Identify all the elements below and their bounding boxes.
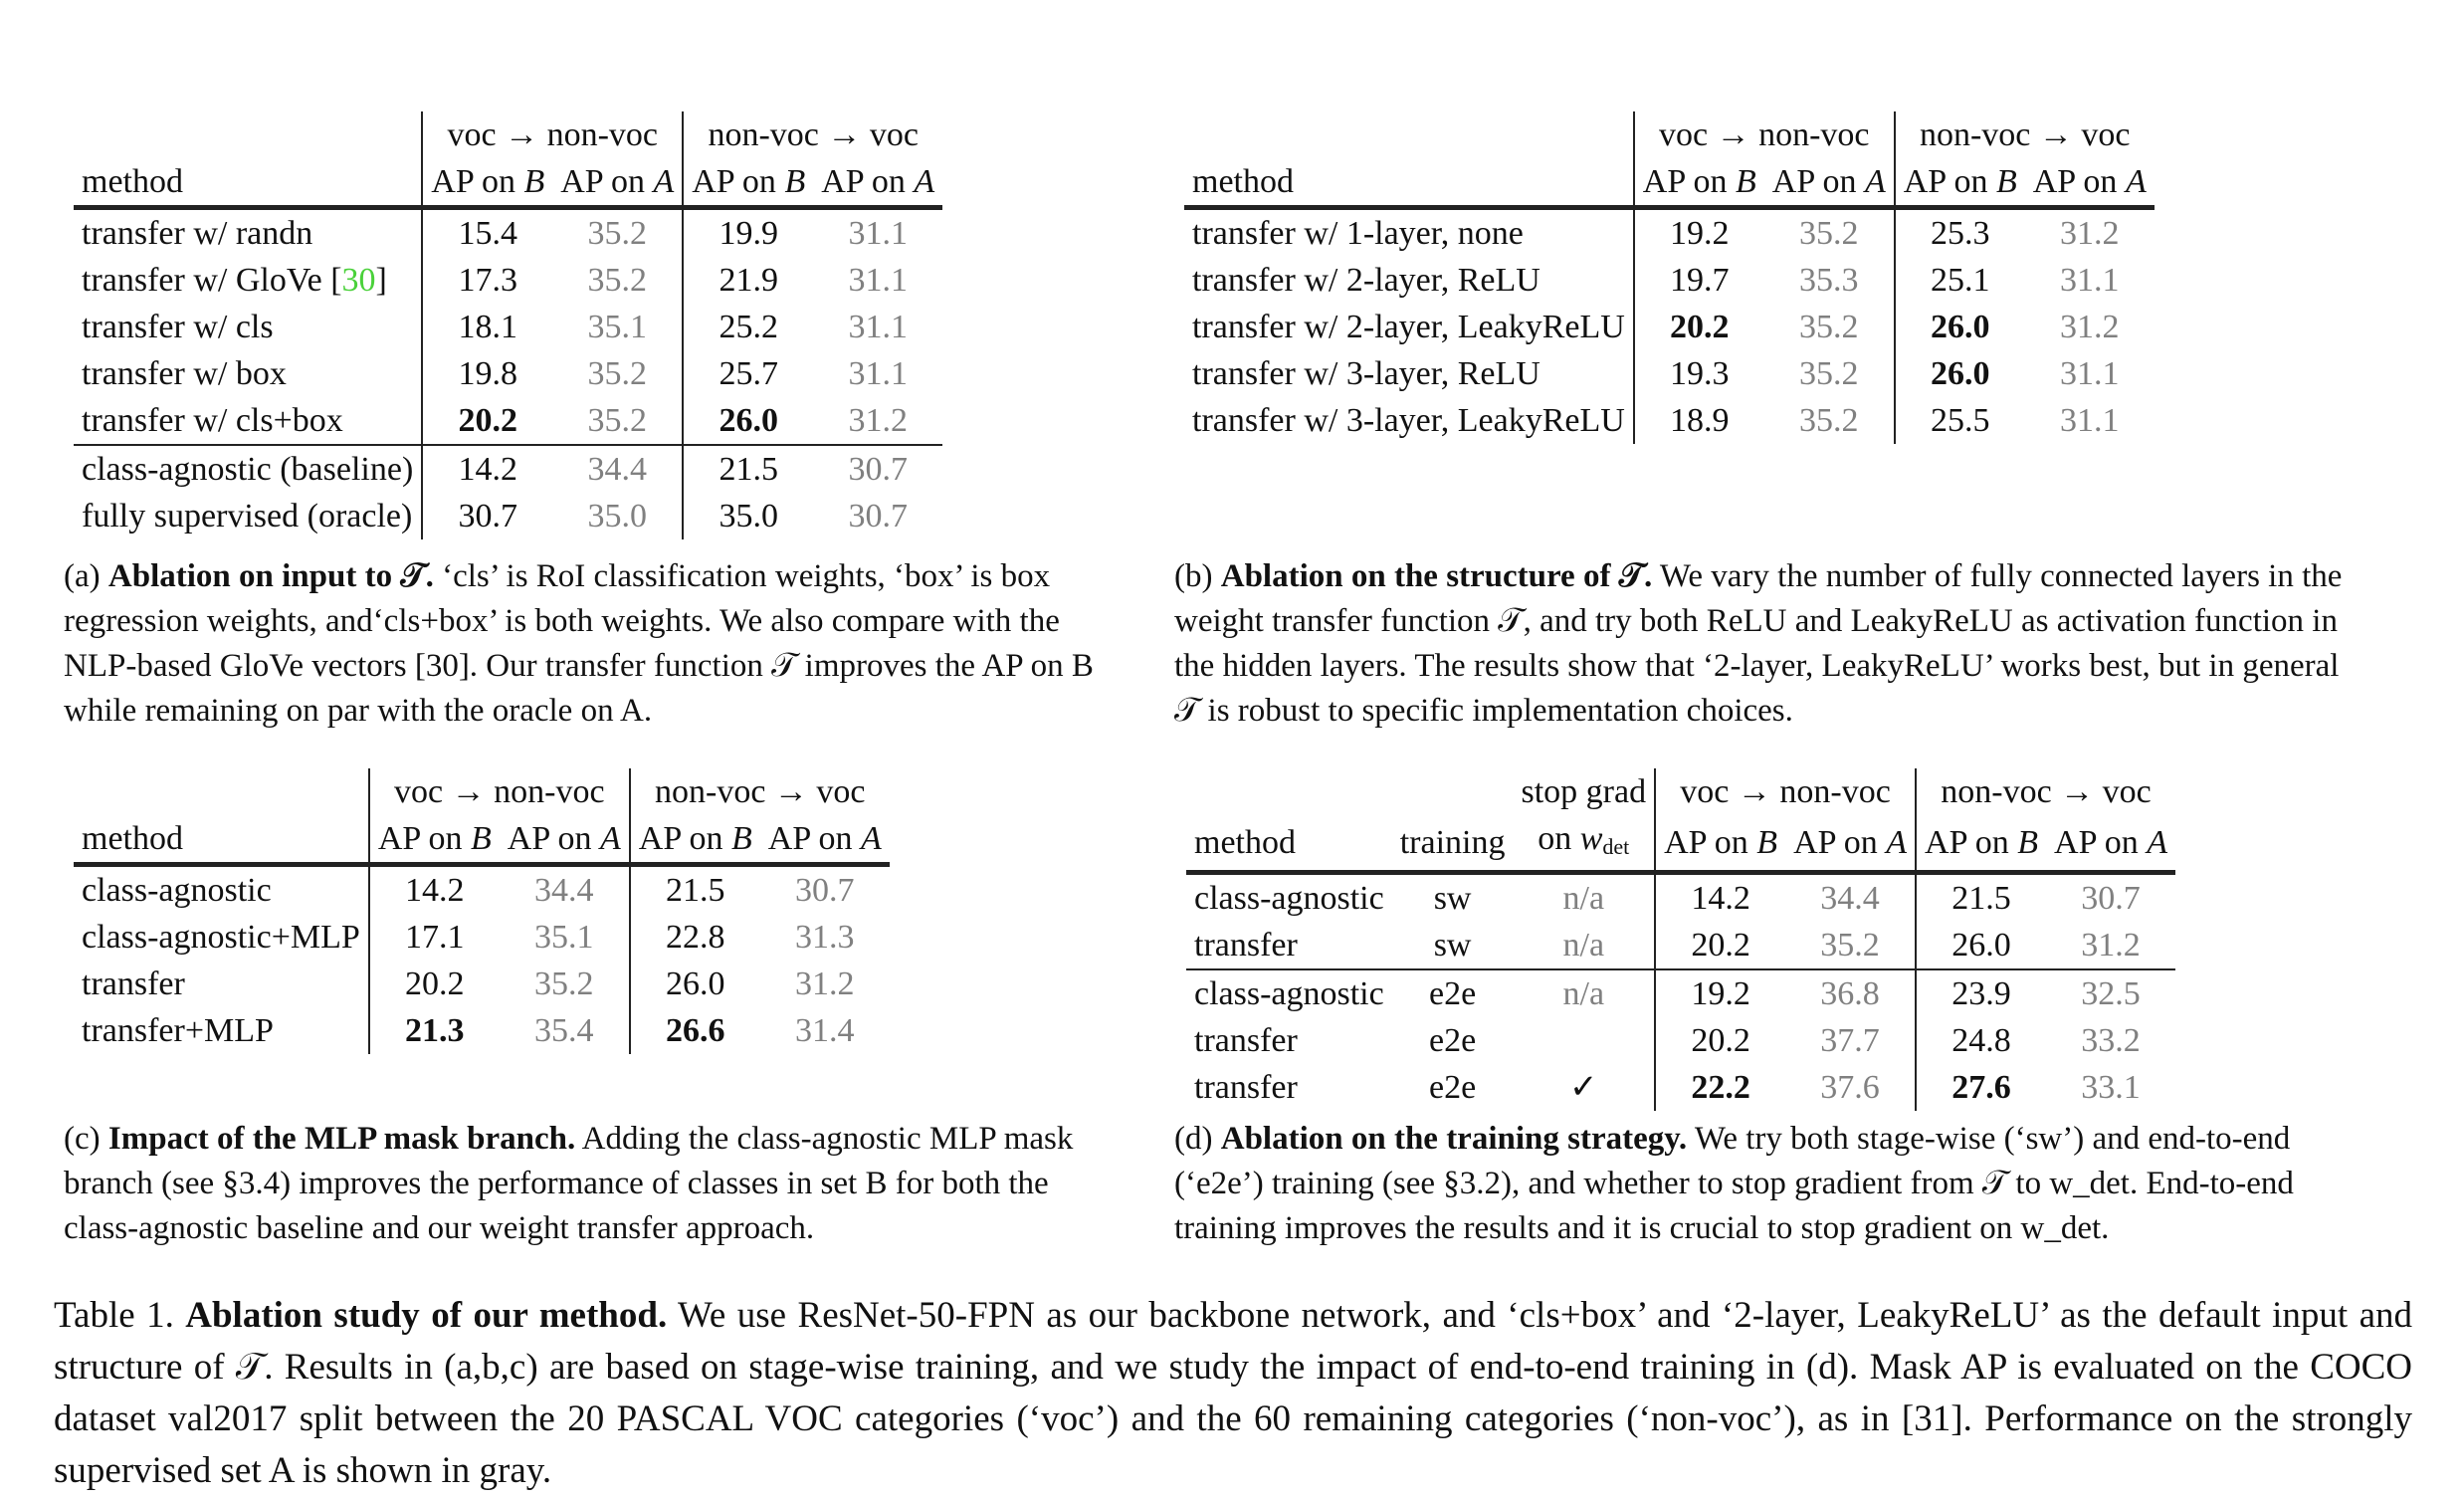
caption-b: (b) Ablation on the structure of 𝒯. We vary the number of fully connected layers in the weight transfer function 𝒯, and try both ReLU and LeakyReLU as activation function in the hidden layers. The results show that ‘2-layer, LeakyReLU’ works best, but in general 𝒯 is robust to specific implementation choices. <box>1174 558 2343 729</box>
table-row: transfer w/ 1-layer, none 19.2 35.2 25.3 31.2 <box>1184 208 2155 258</box>
table-row: transfer w/ 2-layer, LeakyReLU 20.2 35.2 26.0 31.2 <box>1184 304 2155 350</box>
main-caption: Table 1. Ablation study of our method. We use ResNet-50-FPN as our backbone network, and ‘cls+box’ and ‘2-layer, LeakyReLU’ as the default input and structure of 𝒯. Results in (a,b,c) are based on stage-wise training, and we study the impact of end-to-end training in (d). Mask AP is evaluated on the COCO dataset val2017 split between the 20 PASCAL VOC categories (‘voc’) and the 60 remaining categories (‘non-voc’), as in [31]. Performance on the strongly supervised set A is shown in gray. <box>54 1295 2412 1491</box>
column-header: AP on B <box>1895 158 2025 208</box>
table-a <box>74 111 942 539</box>
table-row: class-agnostic 14.2 34.4 21.5 30.7 <box>74 865 890 915</box>
table-row: class-agnostic e2e n/a 19.2 36.8 23.9 32.5 <box>1186 969 2175 1017</box>
table-row: transfer+MLP 21.3 35.4 26.6 31.4 <box>74 1007 890 1054</box>
group-header: voc → non-voc <box>1634 111 1895 158</box>
column-header: AP on A <box>2054 824 2168 861</box>
table-row: transfer w/ box 19.8 35.2 25.7 31.1 <box>74 350 942 397</box>
group-header: non-voc → voc <box>1895 111 2155 158</box>
table-row: transfer w/ 3-layer, ReLU 19.3 35.2 26.0 31.1 <box>1184 350 2155 397</box>
table-row: transfer sw n/a 20.2 35.2 26.0 31.2 <box>1186 922 2175 969</box>
column-header: method <box>82 163 183 200</box>
table-row: class-agnostic+MLP 17.1 35.1 22.8 31.3 <box>74 914 890 961</box>
table-row: transfer w/ 3-layer, LeakyReLU 18.9 35.2 25.5 31.1 <box>1184 397 2155 444</box>
table-d <box>1186 768 2175 1111</box>
table-row: transfer 20.2 35.2 26.0 31.2 <box>74 961 890 1007</box>
caption-c: (c) Impact of the MLP mask branch. Adding the class-agnostic MLP mask branch (see §3.4) improves the performance of classes in set B for both the class-agnostic baseline and our weight transfer approach. <box>64 1121 1074 1246</box>
group-header: voc → non-voc <box>422 111 683 158</box>
column-header: method <box>1194 824 1296 861</box>
table-b <box>1184 111 2155 444</box>
column-header: method <box>82 820 183 857</box>
group-header: voc → non-voc <box>369 768 630 815</box>
column-header: AP on B <box>683 158 813 208</box>
table-row: class-agnostic (baseline) 14.2 34.4 21.5 30.7 <box>74 445 942 493</box>
group-header: non-voc → voc <box>1916 768 2175 815</box>
column-header: AP on A <box>560 163 675 200</box>
column-header: AP on A <box>1793 824 1908 861</box>
column-header: AP on A <box>821 163 935 200</box>
column-header: AP on B <box>630 815 760 865</box>
column-header: on $w_{det}$ <box>1538 820 1630 859</box>
column-header: AP on B <box>422 158 552 208</box>
column-header: training <box>1399 824 1506 861</box>
table-row: transfer w/ GloVe [30] 17.3 35.2 21.9 31.1 <box>74 257 942 304</box>
group-header: non-voc → voc <box>630 768 890 815</box>
table-row: transfer w/ cls+box 20.2 35.2 26.0 31.2 <box>74 397 942 445</box>
table-c <box>74 768 890 1054</box>
column-header: AP on A <box>2032 163 2147 200</box>
caption-d: (d) Ablation on the training strategy. We try both stage-wise (‘sw’) and end-to-end (‘e2e’) training (see §3.2), and whether to stop gradient from 𝒯 to w_det. End-to-end training improves the results and it is crucial to stop gradient on w_det. <box>1174 1121 2294 1246</box>
checkmark-icon: ✓ <box>1569 1069 1598 1106</box>
table-row: fully supervised (oracle) 30.7 35.0 35.0 30.7 <box>74 493 942 539</box>
table-row: transfer w/ cls 18.1 35.1 25.2 31.1 <box>74 304 942 350</box>
column-header: AP on B <box>1916 815 2046 873</box>
column-header: method <box>1192 163 1294 200</box>
table-row: class-agnostic sw n/a 14.2 34.4 21.5 30.7 <box>1186 873 2175 923</box>
table-row: transfer e2e 20.2 37.7 24.8 33.2 <box>1186 1017 2175 1064</box>
column-header: AP on A <box>767 820 882 857</box>
column-header: AP on B <box>1655 815 1785 873</box>
column-header: AP on B <box>1634 158 1764 208</box>
caption-a: (a) Ablation on input to 𝒯. ‘cls’ is RoI classification weights, ‘box’ is box regression weights, and‘cls+box’ is both weights. We also compare with the NLP-based GloVe vectors [30]. Our transfer function 𝒯 improves the AP on B while remaining on par with the oracle on A. <box>64 558 1094 729</box>
group-header: voc → non-voc <box>1655 768 1916 815</box>
column-header: AP on B <box>369 815 500 865</box>
group-header: non-voc → voc <box>683 111 942 158</box>
table-row: transfer w/ randn 15.4 35.2 19.9 31.1 <box>74 208 942 258</box>
table-row: transfer e2e ✓ 22.2 37.6 27.6 33.1 <box>1186 1064 2175 1111</box>
group-header: stop grad <box>1521 773 1647 810</box>
column-header: AP on A <box>507 820 621 857</box>
column-header: AP on A <box>1771 163 1886 200</box>
table-row: transfer w/ 2-layer, ReLU 19.7 35.3 25.1 31.1 <box>1184 257 2155 304</box>
